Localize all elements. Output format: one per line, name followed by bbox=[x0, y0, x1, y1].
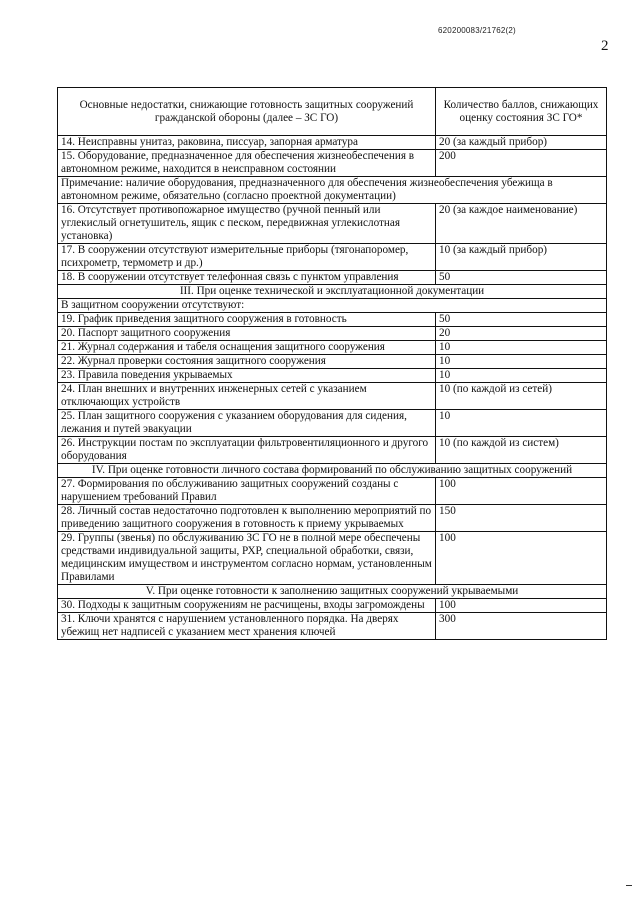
table-row bbox=[58, 271, 607, 285]
score-value: 10 bbox=[436, 355, 607, 369]
table-row bbox=[58, 478, 607, 505]
table-row bbox=[58, 136, 607, 150]
section-title: IV. При оценке готовности личного состава формирований по обслуживанию защитных сооружений bbox=[58, 464, 607, 478]
section-title: V. При оценке готовности к заполнению защитных сооружений укрываемыми bbox=[58, 585, 607, 599]
header-score: Количество баллов, снижающих оценку состояния ЗС ГО* bbox=[436, 88, 607, 136]
score-value: 100 bbox=[436, 478, 607, 505]
score-value: 10 bbox=[436, 369, 607, 383]
section-header-row bbox=[58, 585, 607, 599]
note-row bbox=[58, 299, 607, 313]
deficiency-text: 21. Журнал содержания и табеля оснащения защитного сооружения bbox=[58, 341, 436, 355]
score-value: 10 (по каждой из систем) bbox=[436, 437, 607, 464]
score-value: 100 bbox=[436, 532, 607, 585]
deficiency-text: 29. Группы (звенья) по обслуживанию ЗС ГО не в полной мере обеспечены средствами индивидуальной защиты, РХР, специальной обработки, связи, медицинским имуществом и инструментом согласно нормам, установленным Правилами bbox=[58, 532, 436, 585]
deficiency-text: 27. Формирования по обслуживанию защитных сооружений созданы с нарушением требований Правил bbox=[58, 478, 436, 505]
table-row bbox=[58, 244, 607, 271]
score-value: 20 (за каждый прибор) bbox=[436, 136, 607, 150]
score-value: 10 (по каждой из сетей) bbox=[436, 383, 607, 410]
deficiency-score-table bbox=[57, 87, 607, 640]
deficiency-text: 30. Подходы к защитным сооружениям не расчищены, входы загромождены bbox=[58, 599, 436, 613]
table-row bbox=[58, 150, 607, 177]
deficiency-text: 31. Ключи хранятся с нарушением установленного порядка. На дверях убежищ нет надписей с указанием мест хранения ключей bbox=[58, 613, 436, 640]
table-row bbox=[58, 341, 607, 355]
header-deficiencies: Основные недостатки, снижающие готовность защитных сооружений гражданской обороны (далее – ЗС ГО) bbox=[58, 88, 436, 136]
score-value: 10 bbox=[436, 410, 607, 437]
score-value: 150 bbox=[436, 505, 607, 532]
table-body bbox=[58, 136, 607, 640]
page-number: 2 bbox=[601, 38, 609, 54]
table-row bbox=[58, 369, 607, 383]
deficiency-text: 26. Инструкции постам по эксплуатации фильтровентиляционного и другого оборудования bbox=[58, 437, 436, 464]
table-row bbox=[58, 505, 607, 532]
score-value: 20 bbox=[436, 327, 607, 341]
table-row bbox=[58, 204, 607, 244]
table-row bbox=[58, 313, 607, 327]
page-mark bbox=[626, 885, 632, 886]
table-row bbox=[58, 355, 607, 369]
score-value: 50 bbox=[436, 313, 607, 327]
table-row bbox=[58, 532, 607, 585]
table-row bbox=[58, 613, 607, 640]
deficiency-text: 28. Личный состав недостаточно подготовлен к выполнению мероприятий по приведению защитного сооружения в готовность к приему укрываемых bbox=[58, 505, 436, 532]
score-value: 10 (за каждый прибор) bbox=[436, 244, 607, 271]
table-row bbox=[58, 599, 607, 613]
score-value: 50 bbox=[436, 271, 607, 285]
deficiency-text: 16. Отсутствует противопожарное имущество (ручной пенный или углекислый огнетушитель, ящик с песком, передвижная углекислотная установка) bbox=[58, 204, 436, 244]
score-value: 100 bbox=[436, 599, 607, 613]
deficiency-text: 23. Правила поведения укрываемых bbox=[58, 369, 436, 383]
deficiency-text: 24. План внешних и внутренних инженерных сетей с указанием отключающих устройств bbox=[58, 383, 436, 410]
score-value: 200 bbox=[436, 150, 607, 177]
score-value: 300 bbox=[436, 613, 607, 640]
section-title: III. При оценке технической и эксплуатационной документации bbox=[58, 285, 607, 299]
section-header-row bbox=[58, 464, 607, 478]
deficiency-text: 22. Журнал проверки состояния защитного сооружения bbox=[58, 355, 436, 369]
note-text: Примечание: наличие оборудования, предназначенного для обеспечения жизнеобеспечения убежища в автономном режиме, обязательно (согласно проектной документации) bbox=[58, 177, 607, 204]
note-text: В защитном сооружении отсутствуют: bbox=[58, 299, 607, 313]
table-header-row bbox=[58, 88, 607, 136]
score-value: 10 bbox=[436, 341, 607, 355]
note-row bbox=[58, 177, 607, 204]
table-row bbox=[58, 410, 607, 437]
section-header-row bbox=[58, 285, 607, 299]
table-row bbox=[58, 327, 607, 341]
table-row bbox=[58, 437, 607, 464]
score-value: 20 (за каждое наименование) bbox=[436, 204, 607, 244]
deficiency-text: 25. План защитного сооружения с указанием оборудования для сидения, лежания и путей эвакуации bbox=[58, 410, 436, 437]
deficiency-text: 20. Паспорт защитного сооружения bbox=[58, 327, 436, 341]
table-row bbox=[58, 383, 607, 410]
deficiency-text: 17. В сооружении отсутствуют измерительные приборы (тягонапоромер, психрометр, термометр и др.) bbox=[58, 244, 436, 271]
deficiency-text: 18. В сооружении отсутствует телефонная связь с пунктом управления bbox=[58, 271, 436, 285]
deficiency-text: 19. График приведения защитного сооружения в готовность bbox=[58, 313, 436, 327]
deficiency-text: 14. Неисправны унитаз, раковина, писсуар, запорная арматура bbox=[58, 136, 436, 150]
document-id: 620200083/21762(2) bbox=[438, 26, 516, 35]
deficiency-text: 15. Оборудование, предназначенное для обеспечения жизнеобеспечения в автономном режиме, находится в неисправном состоянии bbox=[58, 150, 436, 177]
